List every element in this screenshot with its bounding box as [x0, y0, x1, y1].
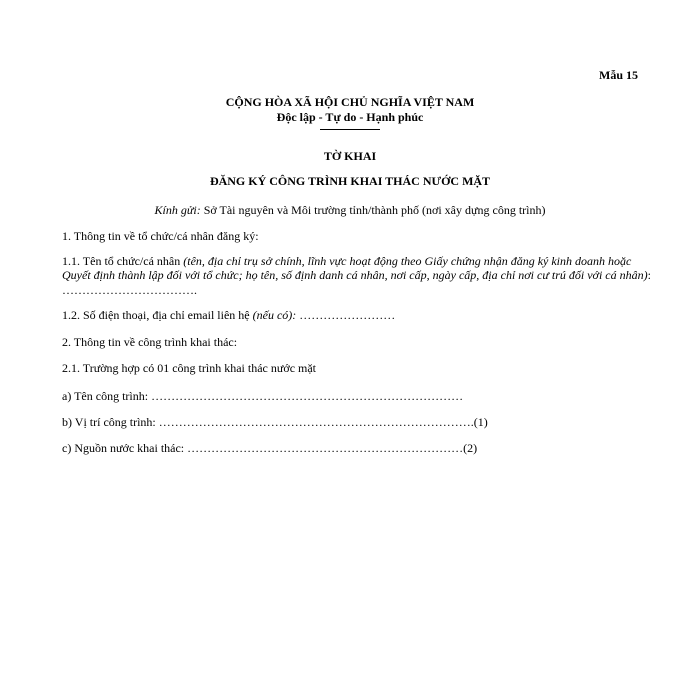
section-1-1-line [62, 254, 642, 269]
recipient-line [0, 203, 700, 218]
section-1-1-line-2 [62, 268, 651, 283]
item-b-fill: ……………………………………………………………………. [158, 415, 474, 429]
item-a-line [62, 389, 642, 404]
item-a-label: a) Tên công trình: [62, 389, 152, 403]
item-c-ref: (2) [463, 441, 478, 455]
section-1-1-note-end: : [647, 268, 651, 282]
form-number: Mẫu 15 [599, 68, 638, 82]
section-1-heading: 1. Thông tin về tổ chức/cá nhân đăng ký: [62, 229, 259, 243]
item-c-label: c) Nguồn nước khai thác: [62, 441, 188, 455]
document-title: TỜ KHAI [323, 149, 377, 163]
section-1-2-label: 1.2. Số điện thoại, địa chỉ email liên hệ [62, 308, 253, 322]
item-c-line [62, 441, 642, 456]
item-b-ref: (1) [473, 415, 488, 429]
section-1-2-line [62, 308, 642, 323]
recipient-label: Kính gửi: [154, 203, 204, 217]
item-c-fill: …………………………………………………………… [187, 441, 464, 455]
item-b-label: b) Vị trí công trình: [62, 415, 159, 429]
section-1-1-fill: ……………………………. [62, 283, 197, 297]
header-divider [320, 129, 380, 130]
section-1-2-note: (nếu có): [252, 308, 300, 322]
section-1-1-label: 1.1. Tên tổ chức/cá nhân [62, 254, 184, 268]
item-a-fill: …………………………………………………………………… [151, 389, 464, 403]
section-1-2-fill: …………………… [299, 308, 396, 322]
nation-heading: CỘNG HÒA XÃ HỘI CHỦ NGHĨA VIỆT NAM [225, 95, 475, 109]
recipient-value: Sở Tài nguyên và Môi trường tỉnh/thành phố (nơi xây dựng công trình) [203, 203, 546, 217]
item-b-line [62, 415, 642, 430]
motto-heading: Độc lập - Tự do - Hạnh phúc [276, 110, 424, 124]
section-1-1-note-2: Quyết định thành lập đối với tổ chức; họ tên, số định danh cá nhân, nơi cấp, ngày cấp, địa chỉ nơi cư trú đối với cá nhân) [62, 268, 648, 282]
section-1-1-note-1: (tên, địa chỉ trụ sở chính, lĩnh vực hoạt động theo Giấy chứng nhận đăng ký kinh doanh hoặc [183, 254, 632, 268]
section-2-1-heading: 2.1. Trường hợp có 01 công trình khai thác nước mặt [62, 361, 317, 375]
document-subtitle: ĐĂNG KÝ CÔNG TRÌNH KHAI THÁC NƯỚC MẶT [209, 174, 491, 188]
section-2-heading: 2. Thông tin về công trình khai thác: [62, 335, 238, 349]
